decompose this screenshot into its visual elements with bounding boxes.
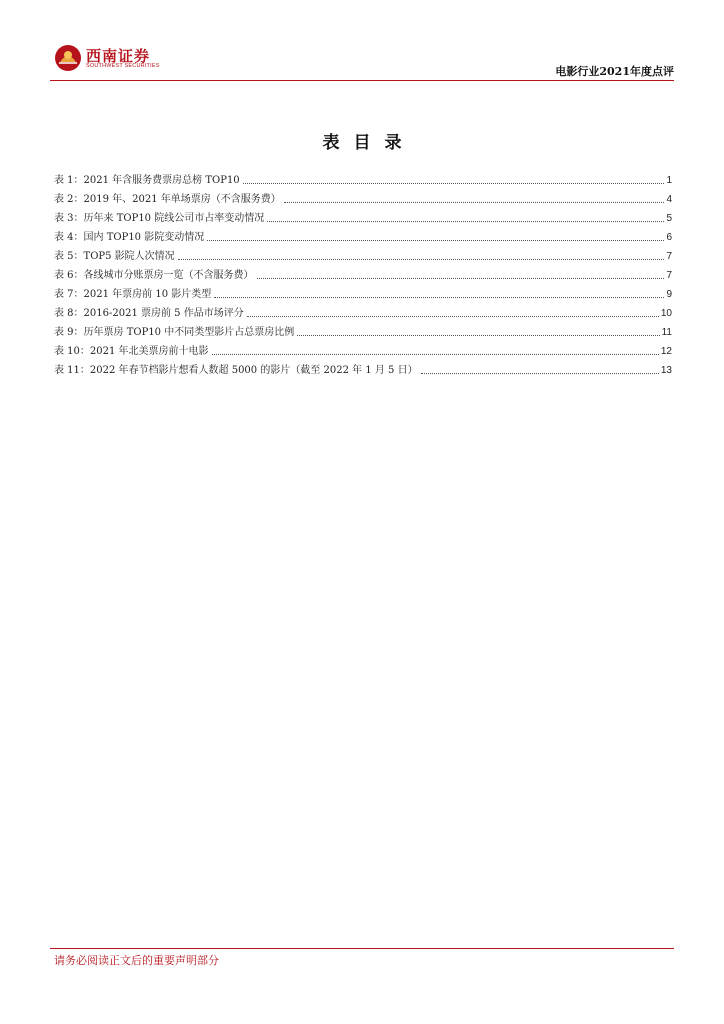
- toc-entry-page: 10: [660, 308, 672, 319]
- toc-entry-label: 表 2：: [54, 194, 84, 205]
- toc-entry-label: 表 1：: [54, 175, 84, 186]
- toc-entry-11[interactable]: [54, 361, 672, 380]
- toc-entry-label: 表 9：: [54, 327, 84, 338]
- toc-entry-label: 表 10：: [54, 346, 90, 357]
- page-header: [0, 0, 724, 84]
- toc-leader-dots: [247, 315, 659, 317]
- toc-leader-dots: [297, 334, 659, 336]
- toc-leader-dots: [243, 182, 665, 184]
- toc-entry-3[interactable]: [54, 209, 672, 228]
- toc-entry-page: 13: [660, 365, 672, 376]
- toc-entry-1[interactable]: [54, 171, 672, 190]
- toc-title: 表目录: [322, 133, 416, 153]
- toc-entry-10[interactable]: [54, 342, 672, 361]
- toc-entry-text: 历年来 TOP10 院线公司市占率变动情况: [83, 213, 265, 224]
- toc-entry-label: 表 11：: [54, 365, 90, 376]
- toc-entry-text: 2021 年含服务费票房总榜 TOP10: [83, 175, 240, 186]
- toc-entry-text: 2019 年、2021 年单场票房（不含服务费）: [83, 194, 281, 205]
- toc-entry-5[interactable]: [54, 247, 672, 266]
- toc-entry-7[interactable]: [54, 285, 672, 304]
- report-title: 电影行业2021年度点评: [555, 65, 674, 78]
- logo-chinese-name: 西南证券: [86, 47, 151, 65]
- toc-entry-6[interactable]: [54, 266, 672, 285]
- toc-entry-8[interactable]: [54, 304, 672, 323]
- toc-leader-dots: [284, 201, 665, 203]
- toc-leader-dots: [178, 258, 665, 260]
- toc-entry-9[interactable]: [54, 323, 672, 342]
- toc-entry-label: 表 8：: [54, 308, 84, 319]
- toc-entry-page: 12: [660, 346, 672, 357]
- toc-entry-text: 2016-2021 票房前 5 作品市场评分: [83, 308, 244, 319]
- toc-entry-page: 7: [666, 270, 672, 281]
- toc-entry-page: 1: [666, 175, 672, 186]
- toc-entry-label: 表 6：: [54, 270, 84, 281]
- toc-entry-label: 表 5：: [54, 251, 84, 262]
- toc-entry-text: TOP5 影院人次情况: [83, 251, 175, 262]
- toc-entry-2[interactable]: [54, 190, 672, 209]
- company-logo: [54, 44, 164, 74]
- toc-entry-page: 9: [666, 289, 672, 300]
- toc-entry-label: 表 7：: [54, 289, 84, 300]
- toc-entry-page: 4: [666, 194, 672, 205]
- logo-english-name: SOUTHWEST SECURITIES: [86, 63, 160, 69]
- toc-entry-page: 5: [666, 213, 672, 224]
- toc-entry-label: 表 3：: [54, 213, 84, 224]
- toc-leader-dots: [207, 239, 664, 241]
- toc-entry-text: 2021 年北美票房前十电影: [89, 346, 209, 357]
- toc-entry-text: 历年票房 TOP10 中不同类型影片占总票房比例: [83, 327, 295, 338]
- toc-leader-dots: [421, 372, 659, 374]
- toc-entry-page: 11: [661, 327, 672, 338]
- toc-entry-label: 表 4：: [54, 232, 84, 243]
- toc-entry-text: 2021 年票房前 10 影片类型: [83, 289, 212, 300]
- header-divider: [50, 80, 674, 81]
- toc-leader-dots: [257, 277, 665, 279]
- footer-divider: [50, 948, 674, 949]
- toc-entry-text: 各线城市分账票房一览（不含服务费）: [83, 270, 254, 281]
- toc-entry-text: 2022 年春节档影片想看人数超 5000 的影片（截至 2022 年 1 月 5 日）: [89, 365, 418, 376]
- toc-leader-dots: [267, 220, 664, 222]
- toc-entry-page: 6: [666, 232, 672, 243]
- toc-entry-page: 7: [666, 251, 672, 262]
- toc-entry-text: 国内 TOP10 影院变动情况: [83, 232, 205, 243]
- toc-leader-dots: [214, 296, 664, 298]
- footer-disclaimer: 请务必阅读正文后的重要声明部分: [54, 954, 219, 967]
- logo-emblem-icon: [54, 44, 82, 72]
- toc-entry-4[interactable]: [54, 228, 672, 247]
- toc-leader-dots: [212, 353, 659, 355]
- table-of-contents: [54, 171, 672, 380]
